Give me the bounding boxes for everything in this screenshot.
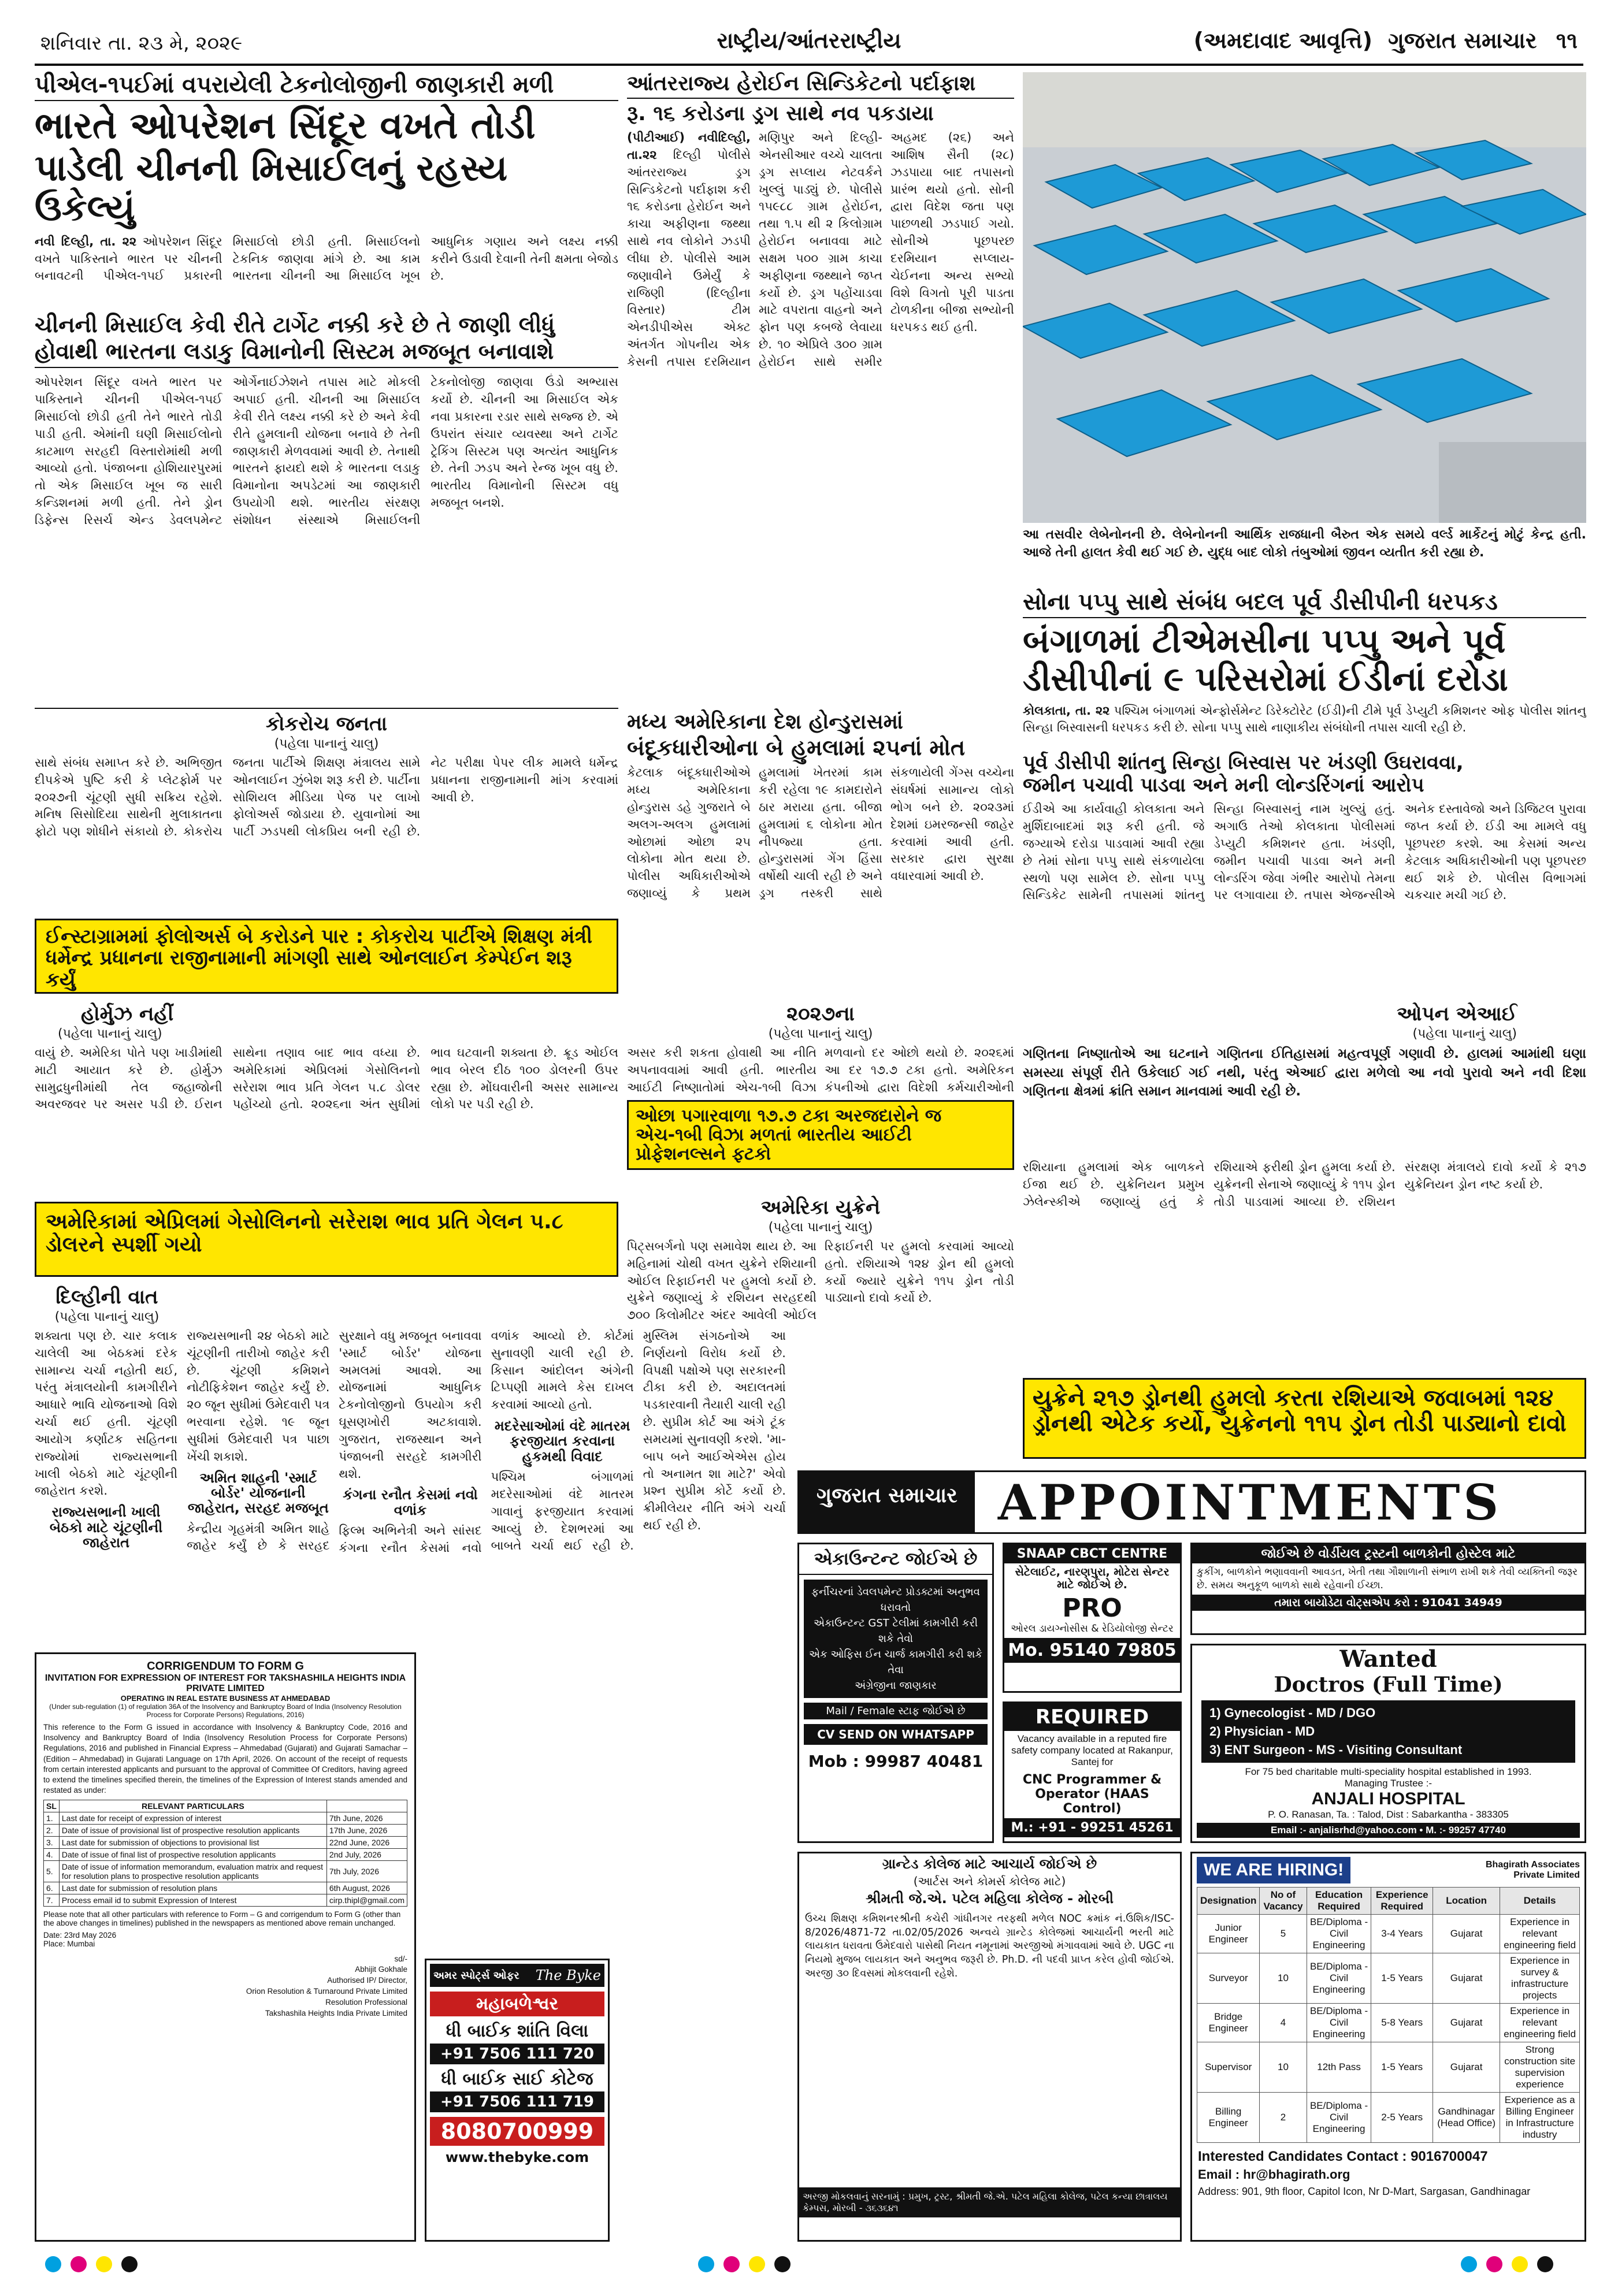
byke-place: મહાબળેશ્વર: [430, 1992, 604, 2016]
snaap-role: PRO: [1062, 1593, 1122, 1623]
cell: Date of issue of provisional list of prospective resolution applicants: [59, 1824, 326, 1836]
cell: Gandhinagar (Head Office): [1433, 2093, 1500, 2143]
cell: 7th June, 2026: [326, 1812, 407, 1824]
wanted-item: 3) ENT Surgeon - MS - Visiting Consultant: [1209, 1742, 1463, 1757]
corrigendum-place: Place: Mumbai: [43, 1939, 95, 1948]
delhi-subtitle-2: અમિત શાહની 'સ્માર્ટ બોર્ડર' યોજનાની જાહેરાત, સરહદ મજબૂત: [187, 1469, 329, 1517]
header-rule: [35, 64, 1583, 66]
wanted-item: 1) Gynecologist - MD / DGO: [1209, 1706, 1376, 1720]
sign-line: sd/-: [394, 1954, 407, 1963]
snaap-role-2: ઓરલ ડાયગ્નોસીસ & રેડિયોલોજી સેન્ટર: [1011, 1623, 1174, 1634]
wanted-email[interactable]: Email :- anjalisrhd@yahoo.com • M. :- 99257 47740: [1197, 1823, 1580, 1838]
byke-phone-1[interactable]: +91 7506 111 720: [430, 2044, 604, 2064]
wanted-address: P. O. Ranasan, Ta. : Talod, Dist : Sabarkantha - 383305: [1268, 1808, 1509, 1820]
dot: [1537, 2256, 1553, 2272]
masthead-right: [1194, 28, 1578, 54]
accountant-line: એકાઉન્ટન્ટ GST ટેલીમાં કામગીરી કરી શકે તેવો: [813, 1617, 978, 1645]
hormuz-cont: (પહેલા પાનાનું ચાલુ): [58, 1027, 162, 1041]
accountant-line: એક ઓફિસ ઈન ચાર્જ કામગીરી કરી શકે તેવા: [809, 1648, 982, 1676]
openai-cont: (પહેલા પાનાનું ચાલુ): [1412, 1027, 1517, 1041]
cell: BE/Diploma - Civil Engineering: [1307, 1915, 1371, 1953]
byke-top: [430, 1964, 604, 1987]
dot: [1461, 2256, 1477, 2272]
cell: 10: [1260, 2042, 1307, 2093]
cell: Supervisor: [1197, 2042, 1260, 2093]
corrigendum-th-value: [326, 1800, 407, 1812]
corrigendum-row: [44, 1836, 407, 1848]
page-number: ૧૧: [1556, 28, 1578, 53]
col-header: Education Required: [1307, 1888, 1371, 1915]
cell: Date of issue of information memorandum, evaluation matrix and request for resolution plans to prospective resolution applicants: [59, 1860, 326, 1882]
corrigendum-table: [43, 1800, 407, 1907]
required-ad: [1003, 1701, 1182, 1843]
college-ad: [797, 1852, 1182, 2242]
byke-brand: The Byke: [535, 1967, 601, 1983]
cell: 3.: [44, 1836, 60, 1848]
byke-line-1: ધી બાઈક શાંતિ વિલા: [446, 2021, 589, 2041]
bhagirath-address: Address: 901, 9th floor, Capitol Icon, Nr D-Mart, Sargasan, Gandhinagar: [1198, 2186, 1531, 2197]
y2027-cont: (પહેલા પાનાનું ચાલુ): [768, 1027, 873, 1041]
cell: 4.: [44, 1848, 60, 1860]
corrigendum-note: Please note that all other particulars with reference to Form – G and corrigendum to Form G (other than the above changes in timelines) published in the newspapers as mentioned above remain unchanged.: [43, 1909, 401, 1927]
delhi-subtitle-1: રાજ્યસભાની ખાલી બેઠકો માટે ચૂંટણીની જાહેરાત: [49, 1504, 163, 1551]
delhi-body-6: મુસ્લિમ સંગઠનોએ આ નિર્ણયનો વિરોધ કર્યો છે. વિપક્ષી પક્ષોએ પણ સરકારની ટીકા કરી છે. અદાલતમાં પડકારવાની તૈયારી ચાલી રહી છે. સુપ્રીમ કોર્ટ આ અંગે ટૂંક સમયમાં સુનાવણી કરશે. 'મા-બાપ બને આઈએએસ હોય તો અનામત શા માટે?' એવો પ્રશ્ન સુપ્રીમ કોર્ટે કર્યો છે. ક્રીમીલેયર નીતિ અંગે ચર્ચા થઈ રહી છે.: [643, 1329, 786, 1532]
bhagirath-email[interactable]: Email : hr@bhagirath.org: [1198, 2167, 1350, 2182]
snaap-sub: સેટેલાઈટ, નારણપુરા, મોટેરા સેન્ટર માટે જોઈએ છે.: [1015, 1566, 1170, 1591]
corrigendum-subtitle: INVITATION FOR EXPRESSION OF INTEREST FOR TAKSHASHILA HEIGHTS INDIA PRIVATE LIMITED: [44, 1673, 406, 1693]
col-header: Experience Required: [1371, 1888, 1433, 1915]
college-body: ઉચ્ચ શિક્ષણ કમિશનરશ્રીની કચેરી ગાંધીનગર તરફથી મળેલ NOC ક્રમાંક નં.ઉશિક/ISC-8/2026/4871-72 તા.02/05/2026 અન્વયે ગ્રાન્ટેડ કોલેજમાં આચાર્યની ભરતી માટે લાયકાત ધરાવતા ઉમેદવારો પાસેથી નિયત નમૂનામાં અરજીઓ મંગાવવામાં આવે છે. UGC ના નિયમો મુજબ લાયકાત અને અનુભવ જરૂરી છે. Ph.D. ની પદવી પ્રાપ્ત કરેલ હોવી જોઈએ. અરજી ૩૦ દિવસમાં મોકલવાની રહેશે.: [805, 1913, 1174, 1979]
heroin-headline: રૂ. ૧૬ કરોડના ડ્રગ સાથે નવ પકડાયા: [627, 101, 934, 125]
accountant-mail: Mail / Female સ્ટાફ જોઈએ છે: [804, 1703, 988, 1719]
cell: Process email id to submit Expression of Interest: [59, 1894, 326, 1906]
honduras-body: કેટલાક બંદૂકધારીઓએ મધ્ય અમેરિકાના હોન્ડુરાસ ડહે ગુજરાતે બે અલગ-અલગ હુમલામાં ઓછામાં ઓછા ૨૫ લોકોના મોત થયા છે. પોલીસ અધિકારીઓએ જણાવ્યું કે પ્રથમ હુમલામાં ખેતરમાં કામ કરી રહેલા ૧૯ કામદારોને ઠાર મરાયા હતા. બીજા હુમલામાં ૬ લોકોના મોત નીપજ્યા હતા. હોન્ડુરાસમાં ગેંગ હિંસા વર્ષોથી ચાલી રહી છે અને ડ્રગ તસ્કરી સાથે સંકળાયેલી ગેંગ્સ વચ્ચેના સંઘર્ષમાં સામાન્ય લોકો ભોગ બને છે. ૨૦૨૩માં દેશમાં ઇમરજન્સી જાહેર કરવામાં આવી હતી. સરકાર દ્વારા સુરક્ષા વધારવામાં આવી છે.: [627, 766, 1014, 901]
dot: [749, 2256, 765, 2272]
tmc-headline-2: ડીસીપીનાં ૯ પરિસરોમાં ઈડીનાં દરોડા: [1023, 659, 1508, 699]
col-header: Location: [1433, 1888, 1500, 1915]
wanted-sub: Doctros (Full Time): [1274, 1673, 1503, 1697]
lead-headline-2: પાડેલી ચીનની મિસાઈલનું રહસ્ય ઉકેલ્યું: [35, 147, 507, 229]
corrigendum-date: Date: 23rd May 2026: [43, 1930, 117, 1940]
cell: 2: [1260, 2093, 1307, 2143]
delhi-cont: (પહેલા પાનાનું ચાલુ): [54, 1310, 159, 1324]
heroin-story: [627, 72, 1014, 702]
accountant-line: અંગ્રેજીના જાણકાર: [855, 1680, 937, 1692]
tmc-body: ઈડીએ આ કાર્યવાહી કોલકાતા અને મુર્શિદાબાદમાં શરૂ કરી હતી. જે જગ્યાએ દરોડા પાડવામાં આવી રહ્યા છે તેમાં સોના પપ્પુ સાથે સંકળાયેલા સ્થળો પણ સામેલ છે. સોના પપ્પુ સિન્ડિકેટ સામેની તપાસમાં શાંતનુ સિન્હા બિસ્વાસનું નામ ખુલ્યું હતું. અગાઉ તેઓ કોલકાતા પોલીસમાં ડેપ્યુટી કમિશનર હતા. ખંડણી, જમીન પચાવી પાડવા અને મની લોન્ડરિંગ જેવા ગંભીર આરોપો તેમના પર લગાવાયા છે. તપાસ એજન્સીએ અનેક દસ્તાવેજો અને ડિજિટલ પુરાવા જપ્ત કર્યા છે. ઈડી આ મામલે વધુ પૂછપરછ કરશે. આ કેસમાં અન્ય કેટલાક અધિકારીઓની પણ પૂછપરછ થઈ શકે છે. પોલીસ વિભાગમાં ચકચાર મચી ગઈ છે.: [1023, 802, 1586, 902]
cell: cirp.thipl@gmail.com: [326, 1894, 407, 1906]
lead-intro: [35, 233, 618, 309]
table-row: [1197, 2093, 1580, 2143]
cell: 1.: [44, 1812, 60, 1824]
hostel-ad: [1190, 1543, 1586, 1635]
corrigendum-row: [44, 1824, 407, 1836]
accountant-ad: [797, 1543, 994, 1843]
accountant-body: [804, 1580, 988, 1698]
cell: 12th Pass: [1307, 2042, 1371, 2093]
registration-marks-center: [693, 2256, 795, 2275]
accountant-mob[interactable]: Mob : 99987 40481: [808, 1752, 984, 1771]
cell: Junior Engineer: [1197, 1915, 1260, 1953]
corrigendum-row: [44, 1882, 407, 1894]
byke-phone-2[interactable]: +91 7506 111 719: [430, 2091, 604, 2112]
corrigendum-title: CORRIGENDUM TO FORM G: [147, 1660, 304, 1673]
dot: [70, 2256, 87, 2272]
bhagirath-hiring: WE ARE HIRING!: [1197, 1857, 1350, 1883]
dot: [1486, 2256, 1502, 2272]
table-row: [1197, 2042, 1580, 2093]
delhi-subtitle-4: મદરેસાઓમાં વંદે માતરમ ફરજીયાત કરવાના હુકમથી વિવાદ: [494, 1418, 630, 1465]
cell: 6.: [44, 1882, 60, 1894]
dot: [698, 2256, 714, 2272]
delhi-body-5: પશ્ચિમ બંગાળમાં મદરેસાઓમાં વંદે માતરમ ગાવાનું ફરજીયાત કરવામાં આવ્યું છે. દેશભરમાં આ બાબતે ચર્ચા થઈ રહી છે.: [491, 1470, 634, 1553]
cell: Experience in relevant engineering field: [1500, 2004, 1580, 2042]
corrigendum-row: [44, 1848, 407, 1860]
cell: 5.: [44, 1860, 60, 1882]
byke-ad: [425, 1959, 610, 2242]
required-role: CNC Programmer & Operator (HAAS Control): [1022, 1773, 1162, 1816]
lead-subheadline-1: ચીનની મિસાઈલ કેવી રીતે ટાર્ગેટ નક્કી કરે છે તે જાણી લીધું: [35, 311, 555, 337]
delhi-body-2: રાજ્યસભાની ૨૪ બેઠકો માટે ચૂંટણીની તારીખો જાહેર કરી છે. ચૂંટણી કમિશને નોટીફિકેશન જાહેર કર્યું છે. ૨૦ જૂન સુધીમાં ઉમેદવારી પત્ર ભરવાના રહેશે. ૧૯ જૂન સુધીમાં ઉમેદવારી પત્ર પાછા ખેંચી શકાશે.: [187, 1329, 330, 1463]
cell: Bridge Engineer: [1197, 2004, 1260, 2042]
insta-box: ઈન્સ્ટાગ્રામમાં ફોલોઅર્સ બે કરોડને પાર : કોકરોચ પાર્ટીએ શિક્ષણ મંત્રી ધર્મેન્દ્ર પ્રધાનના રાજીનામાની માંગણી સાથે ઓનલાઈન કેમ્પેઈન શરૂ કર્યું: [35, 919, 618, 994]
heroin-body: [627, 129, 1014, 684]
bhagirath-top: [1192, 1853, 1584, 1887]
hormuz-body: વાયું છે. અમેરિકા પોતે પણ ખાડીમાંથી માટી આયાત કરે છે. હોર્મુઝ સામુદ્રધુનીમાંથી તેલ જહાજોની અવરજવર પર અસર પડી છે. ઈરાન સાથેના તણાવ બાદ ભાવ વધ્યા છે. અમેરિકામાં એપ્રિલમાં ગેસોલિનનો સરેરાશ ભાવ પ્રતિ ગેલન ૫.૮ ડોલર પહોંચ્યો હતો. ૨૦૨૬ના અંત સુધીમાં ભાવ ઘટવાની શક્યતા છે. ક્રૂડ ઓઈલ ભાવ બેરલ દીઠ ૧૦૦ ડોલરની ઉપર રહ્યા છે. મોંઘવારીની અસર સામાન્ય લોકો પર પડી રહી છે.: [35, 1046, 618, 1112]
cell: Billing Engineer: [1197, 2093, 1260, 2143]
openai-intro: ગણિતના નિષ્ણાતોએ આ ઘટનાને ગણિતના ઈતિહાસમાં મહત્વપૂર્ણ ગણાવી છે. હાલમાં આમાંથી ઘણા સમસ્યા સંપૂર્ણ રીતે ઉકેલાઈ ગઈ નથી, પરંતુ એઆઈ દ્વારા મળેલો આ નવો પુરાવો અને નવી દિશા ગણિતના ક્ષેત્રમાં ક્રાંતિ સમાન માનવામાં આવી રહી છે.: [1023, 1046, 1586, 1099]
snaap-title: SNAAP CBCT CENTRE: [1004, 1544, 1180, 1563]
cell: Experience as a Billing Engineer in Infrastructure industry: [1500, 2093, 1580, 2143]
col-header: No of Vacancy: [1260, 1888, 1307, 1915]
cell: 5: [1260, 1915, 1307, 1953]
cell: Last date for receipt of expression of interest: [59, 1812, 326, 1824]
h1b-box: ઓછા પગારવાળા ૧૭.૭ ટકા અરજદારોને જ એચ-૧બી વિઝા મળતાં ભારતીય આઈટી પ્રોફેશનલ્સને ફટકો: [627, 1100, 1014, 1170]
required-title: REQUIRED: [1004, 1703, 1180, 1731]
hostel-title: જોઈએ છે વોર્ડીયલ ટ્રસ્ટની બાળકોની હોસ્ટેલ માટે: [1192, 1544, 1584, 1563]
bhagirath-contact[interactable]: Interested Candidates Contact : 9016700047: [1198, 2149, 1488, 2164]
col-header: Designation: [1197, 1888, 1260, 1915]
openai-body: રશિયાના હુમલામાં એક બાળકને ઈજા થઈ છે. યુક્રેનિયન પ્રમુખ ઝેલેન્સ્કીએ જણાવ્યું હતું કે રશિયાએ ફરીથી ડ્રોન હુમલા કર્યા છે. યુક્રેનની સેનાએ જણાવ્યું કે ૧૧૫ ડ્રોન તોડી પાડવામાં આવ્યા છે. રશિયન સંરક્ષણ મંત્રાલયે દાવો કર્યો કે ૨૧૭ યુક્રેનિયન ડ્રોન નષ્ટ કર્યા છે.: [1023, 1160, 1586, 1209]
corrigendum-row: [44, 1812, 407, 1824]
delhi-body-3: કેન્દ્રીય ગૃહમંત્રી અમિત શાહે જાહેર કર્યું છે કે સરહદ સુરક્ષાને વધુ મજબૂત બનાવવા 'સ્માર્ટ બોર્ડર' યોજના અમલમાં આવશે. આ યોજનામાં આધુનિક ટેકનોલોજીનો ઉપયોગ કરી ઘૂસણખોરી અટકાવાશે. ગુજરાત, રાજસ્થાન અને પંજાબની સરહદે કામગીરી થશે.: [187, 1329, 482, 1553]
bhagirath-ad: [1190, 1852, 1586, 2242]
corrigendum-row: [44, 1894, 407, 1906]
cell: 7th July, 2026: [326, 1860, 407, 1882]
y2027-title: ૨૦૨૭ના: [786, 1002, 855, 1026]
dot: [96, 2256, 112, 2272]
kokroch-title: કોકરોચ જનતા: [266, 712, 387, 735]
cell: 1-5 Years: [1371, 1953, 1433, 2004]
cell: 2-5 Years: [1371, 2093, 1433, 2143]
corrigendum-th-sl: SL: [44, 1800, 60, 1812]
cell: BE/Diploma - Civil Engineering: [1307, 2093, 1371, 2143]
cell: Strong construction site supervision experience: [1500, 2042, 1580, 2093]
tmc-headline-1: બંગાળમાં ટીએમસીના પપ્પુ અને પૂર્વ: [1023, 621, 1506, 660]
cell: Experience in relevant engineering field: [1500, 1915, 1580, 1953]
table-row: [1197, 1915, 1580, 1953]
table-row: [1197, 2004, 1580, 2042]
dot: [45, 2256, 61, 2272]
wanted-list: [1201, 1700, 1575, 1763]
wanted-hospital: ANJALI HOSPITAL: [1311, 1789, 1465, 1808]
bhagirath-brand: Bhagirath Associates Private Limited: [1485, 1860, 1580, 1880]
tmc-dateline: કોલકાતા, તા. ૨૨: [1023, 703, 1110, 718]
gas-box: અમેરિકામાં એપ્રિલમાં ગેસોલિનનો સરેરાશ ભાવ પ્રતિ ગેલન ૫.૮ ડોલરને સ્પર્શી ગયો: [35, 1202, 618, 1277]
sign-line: Takshashila Heights India Private Limited: [265, 2008, 407, 2018]
appointments-title: APPOINTMENTS: [997, 1473, 1502, 1531]
tent-photo-image: [1023, 72, 1586, 523]
bhagirath-table: [1197, 1887, 1580, 2143]
hormuz-story: [35, 1002, 618, 1332]
cell: Experience in survey & infrastructure projects: [1500, 1953, 1580, 2004]
kokroch-cont: (પહેલા પાનાનું ચાલુ): [274, 737, 379, 751]
snaap-phone[interactable]: Mo. 95140 79805: [1004, 1638, 1180, 1663]
heroin-body-text: દિલ્હી પોલીસે આંતરરાજ્ય ડ્રગ સિન્ડિકેટનો પર્દાફાશ કરી ૧૬ કરોડના હેરોઈન અને કાચા અફીણના જથ્થા સાથે નવ લોકોને ઝડપી લીધા છે. પોલીસે આમ જણાવીને ઉમેર્યું કે રાજિણી (દિલ્હીના વિસ્તાર) ટીમ એનડીપીએસ એક્ટ અંતર્ગત ગોપનીય એક કેસની તપાસ દરમિયાન મણિપુર અને દિલ્હી-એનસીઆર વચ્ચે ચાલતા ડ્રગ સપ્લાય નેટવર્કને ખુલ્લું પાડ્યું છે. પોલીસે ૧૫૯૮૮ ગ્રામ હેરોઈન, તથા ૧.૫ થી ૨ કિલોગ્રામ હેરોઈન બનાવવા માટે સક્ષમ ૫૦૦ ગ્રામ કાચા અફીણના જથ્થાને જપ્ત કર્યો છે. ડ્રગ પહોંચાડવા માટે વપરાતા વાહનો અને ફોન પણ કબજે લેવાયા છે. ૧૦ એપ્રિલે ૩૦૦ ગ્રામ હેરોઈન સાથે સમીર અહમદ (૨૬) અને આશિષ સૈની (૨૮) ઝડપાયા બાદ તપાસનો પ્રારંભ થયો હતો. સોની દ્વારા વિદેશ જતા પણ પાછળથી ઝડપાઈ ગયો. સોનીએ પૂછપરછ દરમિયાન સપ્લાય-ચેઈનના અન્ય સભ્યો વિશે વિગતો પૂરી પાડતા ટોળકીના બીજા સભ્યોની ધરપકડ થઈ હતી.: [627, 131, 1014, 369]
cell: Surveyor: [1197, 1953, 1260, 2004]
snaap-ad: [1003, 1543, 1182, 1693]
cell: Date of issue of final list of prospective resolution applicants: [59, 1848, 326, 1860]
accountant-cv: CV SEND ON WHATSAPP: [804, 1724, 988, 1745]
edition-label: (અમદાવાદ આવૃત્તિ): [1193, 28, 1372, 53]
appointments-header: [797, 1470, 1586, 1534]
delhi-body-1: શક્યતા પણ છે. ચાર કલાક ચાલેલી આ બેઠકમાં દરેક સામાન્ય ચર્ચા નહોતી થઈ, પરંતુ મંત્રાલયોની કામગીરીને આધારે ભાવિ યોજનાઓ વિશે ચર્ચા થઈ હતી. ચૂંટણી આયોગ કર્ણાટક સહિતના રાજ્યોમાં રાજ્યસભાની ખાલી બેઠકો માટે ચૂંટણીની જાહેરાત કરશે.: [35, 1329, 178, 1498]
cell: Gujarat: [1433, 1953, 1500, 2004]
lead-intro-text: ઓપરેશન સિંદૂર વખતે પાકિસ્તાને ભારત પર ચીનની બનાવટની પીએલ-૧૫ઈ પ્રકારની મિસાઈલો છોડી હતી. મિસાઈલનો ટેકનિક જાણવા માંગે છે. આ કામ ભારતના ચીનની આ મિસાઈલ ખૂબ આધુનિક ગણાય અને લક્ષ્ય નક્કી કરીને ઉડાવી દેવાની તેની ક્ષમતા બેજોડ છે.: [35, 234, 618, 283]
america-ukraine-title: અમેરિકા યુક્રેને: [760, 1196, 881, 1219]
wanted-note: For 75 bed charitable multi-speciality hospital established in 1993.: [1245, 1766, 1532, 1777]
cell: 22nd June, 2026: [326, 1836, 407, 1848]
cell: Gujarat: [1433, 2004, 1500, 2042]
college-title: ગ્રાન્ટેડ કોલેજ માટે આચાર્ય જોઈએ છે: [882, 1856, 1097, 1872]
heroin-kicker: આંતરરાજ્ય હેરોઈન સિન્ડિકેટનો પર્દાફાશ: [627, 72, 1014, 99]
heroin-dateline: (પીટીઆઈ) નવીદિલ્હી, તા.૨૨: [627, 131, 751, 162]
wanted-item: 2) Physician - MD: [1209, 1723, 1315, 1738]
honduras-story: [627, 711, 1014, 994]
tmc-intro-text: પશ્ચિમ બંગાળમાં એન્ફોર્સમેન્ટ ડિરેક્ટોરેટ (ઈડી)ની ટીમે પૂર્વ ડેપ્યુટી કમિશનર ઓફ પોલીસ શાંતનુ સિન્હા બિસ્વાસની ધરપકડ કરી છે. સોના પપ્પુ સાથે નાણાકીય સંબંધોની તપાસ ચાલી રહી છે.: [1023, 703, 1586, 735]
dot: [774, 2256, 791, 2272]
cell: 1-5 Years: [1371, 2042, 1433, 2093]
cell: 5-8 Years: [1371, 2004, 1433, 2042]
kokroch-story: [35, 708, 618, 916]
cell: 2.: [44, 1824, 60, 1836]
section-title: રાષ્ટ્રીય/આંતરરાષ્ટ્રીય: [717, 28, 901, 53]
tmc-kicker: સોના પપ્પુ સાથે સંબંધ બદલ પૂર્વ ડીસીપીની ધરપકડ: [1023, 589, 1586, 618]
y2027-story: [627, 1002, 1014, 1193]
lead-kicker: પીએલ-૧૫ઈમાં વપરાયેલી ટેકનોલોજીની જાણકારી મળી: [35, 72, 618, 101]
corrigendum-body: This reference to the Form G issued in accordance with Insolvency & Bankruptcy Code, 2016 and Insolvency and Bankruptcy Board of India (Insolvency Resolution Process for Corporate Persons) Regulations, 2016 and published in Financial Express – Ahmedabad (Gujarati) and Gujarati Samachar – (Edition – Ahmedabad) in Gujarati Language on 17th April, 2026. On account of the receipt of requests from certain interested applicants and pursuant to the approval of Committee Of Creditors, having agreed to extend the timelines specified therein, the timelines of the Expression of Interest stands amended and restated as under:: [43, 1723, 407, 1795]
hostel-phone[interactable]: તમારા બાયોડેટા વોટ્સએપ કરો : 91041 34949: [1192, 1595, 1584, 1611]
appointments-paper: ગુજરાત સમાચાર: [799, 1472, 975, 1532]
dot: [723, 2256, 740, 2272]
cell: BE/Diploma - Civil Engineering: [1307, 1953, 1371, 2004]
openai-title: ઓપન એઆઈ: [1397, 1002, 1517, 1026]
table-row: [1197, 1953, 1580, 2004]
tmc-story: [1023, 589, 1586, 994]
ukraine-banner: યુક્રેને ૨૧૭ ડ્રોનથી હુમલો કરતા રશિયાએ જવાબમાં ૧૨૪ ડ્રોનથી એટેક કર્યો, યુક્રેનનો ૧૧૫ ડ્રોન તોડી પાડ્યાનો દાવો: [1023, 1378, 1586, 1459]
byke-offer: અમર સ્પોર્ટ્સ ઓફર: [433, 1969, 519, 1982]
tent-photo: [1023, 72, 1586, 523]
registration-marks-right: [1456, 2256, 1558, 2275]
byke-phone-3[interactable]: 8080700999: [430, 2117, 604, 2146]
accountant-title: એકાઉન્ટન્ટ જોઈએ છે: [799, 1544, 992, 1575]
wanted-trustee: Managing Trustee :-: [1344, 1777, 1433, 1789]
lead-story: [35, 72, 618, 702]
photo-caption: આ તસવીર લેબેનોનની છે. લેબેનોનની આર્થિક રાજધાની બૈરુત એક સમયે વર્લ્ડ માર્કેટનું મોટું કેન્દ્ર હતી. આજે તેની હાલત કેવી થઈ ગઈ છે. યુદ્ધ બાદ લોકો તંબુઓમાં જીવન વ્યતીત કરી રહ્યા છે.: [1023, 527, 1586, 560]
corrigendum-signature: [43, 1954, 407, 2019]
sign-line: Authorised IP/ Director,: [327, 1976, 407, 1985]
openai-story: [1023, 1002, 1586, 1424]
required-phone[interactable]: M.: +91 - 99251 45261: [1004, 1818, 1180, 1837]
kokroch-body: સાથે સંબંધ સમાપ્ત કરે છે. અભિજીત દીપકેએ પુષ્ટિ કરી કે પ્લેટફોર્મ પર ૨૦૨૭ની ચૂંટણી સુધી સક્રિય રહેશે. મનિષ સિસોદિયા સાથેની મુલાકાતના ફોટો પણ શોધીને સંકાયો છે. કોકરોચ જનતા પાર્ટીએ શિક્ષણ મંત્રાલય સામે ઓનલાઈન ઝુંબેશ શરૂ કરી છે. પાર્ટીના સોશિયલ મીડિયા પેજ પર લાખો ફોલોઅર્સ જોડાયા છે. યુવાનોમાં આ પાર્ટી ઝડપથી લોકપ્રિય બની રહી છે. નેટ પરીક્ષા પેપર લીક મામલે ધર્મેન્દ્ર પ્રધાનના રાજીનામાની માંગ કરવામાં આવી છે.: [35, 756, 618, 839]
hormuz-title: હોર્મુઝ નહીં: [81, 1002, 174, 1026]
corrigendum-row: [44, 1860, 407, 1882]
tmc-intro: [1023, 703, 1586, 749]
hostel-body: કુકીંગ, બાળકોને ભણાવવાની આવડત, ખેતી તથા ગૌશાળાની સંભાળ રાખી શકે તેવી વ્યક્તિની જરૂર છે. સમય અનુકૂળ બાળકો સાથે રહેવાની ઈચ્છા.: [1197, 1566, 1578, 1591]
tmc-subheadline-2: જમીન પચાવી પાડવા અને મની લોન્ડરિંગનાં આરોપ: [1023, 773, 1424, 797]
corrigendum-sub2: OPERATING IN REAL ESTATE BUSINESS AT AHMEDABAD: [120, 1694, 331, 1703]
wanted-ad: [1190, 1644, 1586, 1843]
tmc-subheadline-1: પૂર્વ ડીસીપી શાંતનુ સિન્હા બિસ્વાસ પર ખંડણી ઉઘરાવવા,: [1023, 751, 1464, 774]
cell: Gujarat: [1433, 1915, 1500, 1953]
cell: Last date for submission of objections to provisional list: [59, 1836, 326, 1848]
sign-line: Abhijit Gokhale: [355, 1965, 407, 1974]
america-ukraine-cont: (પહેલા પાનાનું ચાલુ): [768, 1220, 873, 1235]
delhi-title: દિલ્હીની વાત: [55, 1286, 158, 1309]
cell: Last date for submission of resolution plans: [59, 1882, 326, 1894]
sign-line: Orion Resolution & Turnaround Private Limited: [246, 1987, 407, 1996]
registration-marks-left: [40, 2256, 142, 2275]
lead-dateline: નવી દિલ્હી, તા. ૨૨: [35, 234, 137, 248]
dot: [1512, 2256, 1528, 2272]
college-sub: (આર્ટસ અને કોમર્સ કોલેજ માટે): [913, 1874, 1066, 1888]
cell: 17th June, 2026: [326, 1824, 407, 1836]
cell: 10: [1260, 1953, 1307, 2004]
college-footer: અરજી મોકલવાનું સરનામું : પ્રમુખ, ટ્રસ્ટ, શ્રીમતી જે.એ. પટેલ મહિલા કોલેજ, પટેલ કન્યા છાત્રાલય કેમ્પસ, મોરબી - ૩૬૩૬૪૧: [799, 2187, 1180, 2217]
col-header: Details: [1500, 1888, 1580, 1915]
honduras-headline-2: બંદૂકધારીઓના બે હુમલામાં ૨૫નાં મોત: [627, 734, 966, 760]
paper-name: ગુજરાત સમાચાર: [1388, 28, 1537, 53]
cell: 2nd July, 2026: [326, 1848, 407, 1860]
college-name: શ્રીમતી જે.એ. પટેલ મહિલા કોલેજ - મોરબી: [866, 1890, 1114, 1907]
dot: [121, 2256, 138, 2272]
lead-subheadline-2: હોવાથી ભારતના લડાકુ વિમાનોની સિસ્ટમ મજબૂત બનાવાશે: [35, 340, 618, 369]
byke-web[interactable]: www.thebyke.com: [445, 2149, 589, 2165]
delhi-subtitle-3: કંગના રનૌત કેસમાં નવો વળાંક: [343, 1487, 478, 1518]
y2027-body: અસર કરી શકતા હોવાથી આ નીતિ અપનાવવામાં આવી હતી. ભારતીય આઈટી નિષ્ણાતોમાં એચ-૧બી વિઝા મળવાનો દર ઓછો થયો છે. ૨૦૨૬માં આ દર ૧૭.૭ ટકા હતો. અમેરિકન કંપનીઓ દ્વારા વિદેશી કર્મચારીઓની: [627, 1046, 1014, 1094]
sign-line: Resolution Professional: [325, 1998, 407, 2007]
lead-body: ઓપરેશન સિંદૂર વખતે ભારત પર પાકિસ્તાને ચીનની પીએલ-૧૫ઈ મિસાઈલો છોડી હતી તેને ભારતે તોડી પાડી હતી. એમાંની ઘણી મિસાઈલોનો કાટમાળ સરહદી વિસ્તારોમાંથી મળી આવ્યો હતો. પંજાબના હોશિયારપુરમાં તો એક મિસાઈલ ખૂબ જ સારી કન્ડિશનમાં મળી હતી. તેને ડ્રોન ડિફેન્સ રિસર્ચ એન્ડ ડેવલપમેન્ટ ઓર્ગેનાઈઝેશને તપાસ માટે મોકલી અપાઈ હતી. ચીનની આ મિસાઈલ કેવી રીતે લક્ષ્ય નક્કી કરે છે અને કેવી રીતે હુમલાની યોજના બનાવે છે તેની જાણકારી મેળવવામાં આવી છે. તેનાથી ભારતને ફાયદો થશે કે ભારતના લડાકુ વિમાનોના અપડેટમાં આ જાણકારી ઉપયોગી થશે. ભારતીય સંરક્ષણ સંશોધન સંસ્થાએ મિસાઈલની ટેકનોલોજી જાણવા ઉંડો અભ્યાસ કર્યો છે. ચીનની આ મિસાઈલ એક નવા પ્રકારના રડાર સાથે સજ્જ છે. એ ઉપરાંત સંચાર વ્યવસ્થા અને ટાર્ગેટ ટ્રેકિંગ સિસ્ટમ પણ અત્યંત આધુનિક છે. તેની ઝડપ અને રેન્જ ખૂબ વધુ છે. ભારતીય વિમાનોની સિસ્ટમ વધુ મજબૂત બનશે.: [35, 375, 618, 527]
byke-line-2: ધી બાઈક સાઈ કોટેજ: [441, 2069, 593, 2089]
corrigendum-ad: [35, 1652, 416, 2242]
cell: Gujarat: [1433, 2042, 1500, 2093]
issue-date: શનિવાર તા. ૨૩ મે, ૨૦૨૯: [40, 32, 243, 55]
corrigendum-sub3: (Under sub-regulation (1) of regulation 36A of the Insolvency and Bankruptcy Board of India (Insolvency Resolution Process for Corporate Persons) Regulations, 2016): [49, 1703, 402, 1719]
cell: 7.: [44, 1894, 60, 1906]
corrigendum-th-particulars: RELEVANT PARTICULARS: [59, 1800, 326, 1812]
lead-headline-1: ભારતે ઓપરેશન સિંદૂર વખતે તોડી: [35, 105, 536, 147]
required-body: Vacancy available in a reputed fire safety company located at Rakanpur, Santej for: [1011, 1733, 1173, 1767]
america-ukraine-body: પિટ્સબર્ગનો પણ સમાવેશ થાય છે. આ મહિનામાં ચોથી વખત યુક્રેને રશિયાની ઓઈલ રિફાઈનરી પર હુમલો કર્યો છે. યુક્રેને જણાવ્યું કે રશિયન સરહદથી ૭૦૦ કિલોમીટર અંદર આવેલી ઓઈલ રિફાઈનરી પર હુમલો કરવામાં આવ્યો હતો. રશિયાએ ૧૨૪ ડ્રોન થી હુમલો કર્યો જ્યારે યુક્રેને ૧૧૫ ડ્રોન તોડી પાડ્યાનો દાવો કર્યો છે.: [627, 1239, 1014, 1322]
cell: 3-4 Years: [1371, 1915, 1433, 1953]
delhi-body-4: ફિલ્મ અભિનેત્રી અને સાંસદ કંગના રનૌત કેસમાં નવો વળાંક આવ્યો છે. કોર્ટમાં સુનાવણી ચાલી રહી છે. કિસાન આંદોલન અંગેની ટિપ્પણી મામલે કેસ દાખલ કરવામાં આવ્યો હતો.: [339, 1329, 634, 1555]
cell: 4: [1260, 2004, 1307, 2042]
cell: BE/Diploma - Civil Engineering: [1307, 2004, 1371, 2042]
cell: 6th August, 2026: [326, 1882, 407, 1894]
honduras-headline-1: મધ્ય અમેરિકાના દેશ હોન્ડુરાસમાં: [627, 710, 903, 734]
accountant-line: ફર્નીચરનાં ડેવલપમેન્ટ પ્રોડક્ટમાં અનુભવ ધરાવતો: [811, 1586, 980, 1614]
wanted-title: Wanted: [1339, 1645, 1437, 1673]
